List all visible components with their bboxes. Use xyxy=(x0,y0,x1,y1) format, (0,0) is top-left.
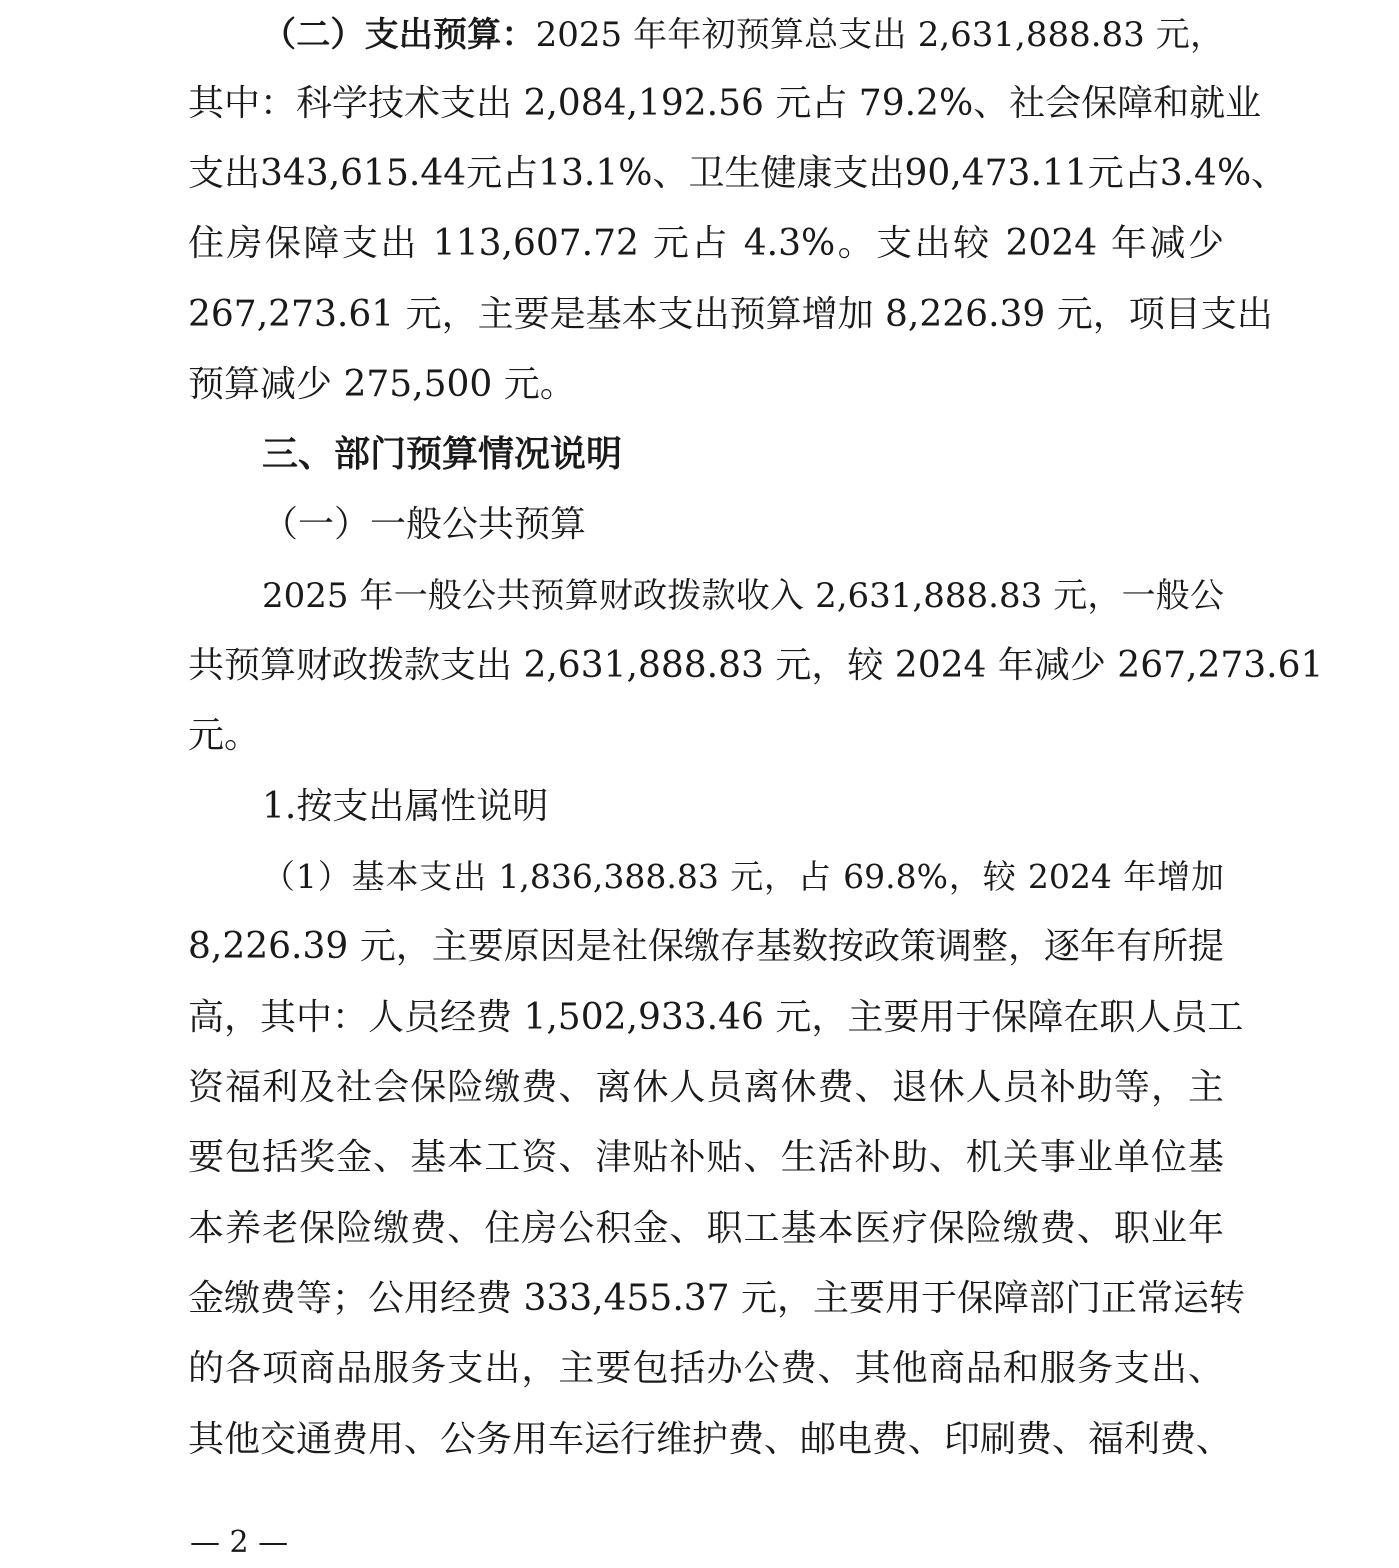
basic-expenditure-line-1: （1）基本支出 1,836,388.83 元，占 69.8%，较 2024 年增加 xyxy=(262,857,1224,896)
basic-expenditure-line-5: 要包括奖金、基本工资、津贴补贴、生活补助、机关事业单位基 xyxy=(188,1137,1224,1178)
basic-expenditure-line-6: 本养老保险缴费、住房公积金、职工基本医疗保险缴费、职业年 xyxy=(188,1208,1224,1249)
general-budget-line-2: 共预算财政拨款支出 2,631,888.83 元，较 2024 年减少 267,273.61 xyxy=(188,645,1324,686)
basic-expenditure-line-9: 其他交通费用、公务用车运行维护费、邮电费、印刷费、福利费、 xyxy=(188,1419,1233,1460)
basic-expenditure-line-8: 的各项商品服务支出，主要包括办公费、其他商品和服务支出、 xyxy=(188,1348,1224,1389)
expenditure-budget-line-3: 支出343,615.44元占13.1%、卫生健康支出90,473.11元占3.4%、 xyxy=(188,153,1288,194)
page-number: — 2 — xyxy=(190,1525,289,1560)
expenditure-budget-line-4: 住房保障支出 113,607.72 元占 4.3%。支出较 2024 年减少 xyxy=(188,223,1224,264)
basic-expenditure-line-3: 高，其中：人员经费 1,502,933.46 元，主要用于保障在职人员工 xyxy=(188,997,1244,1038)
expenditure-budget-line-2: 其中：科学技术支出 2,084,192.56 元占 79.2%、社会保障和就业 xyxy=(188,83,1262,124)
expenditure-budget-line-5: 267,273.61 元，主要是基本支出预算增加 8,226.39 元，项目支出 xyxy=(188,294,1273,335)
basic-expenditure-line-2: 8,226.39 元，主要原因是社保缴存基数按政策调整，逐年有所提 xyxy=(188,926,1224,967)
general-budget-heading: （一）一般公共预算 xyxy=(262,504,587,545)
expenditure-budget-line-1 xyxy=(262,10,1224,60)
basic-expenditure-line-4: 资福利及社会保险缴费、离休人员离休费、退休人员补助等，主 xyxy=(188,1067,1224,1108)
expenditure-budget-line-6: 预算减少 275,500 元。 xyxy=(188,364,576,405)
basic-expenditure-line-7: 金缴费等；公用经费 333,455.37 元，主要用于保障部门正常运转 xyxy=(188,1278,1246,1319)
by-attribute-heading: 1.按支出属性说明 xyxy=(262,786,549,827)
general-budget-line-3: 元。 xyxy=(188,715,261,756)
general-budget-line-1: 2025 年一般公共预算财政拨款收入 2,631,888.83 元，一般公 xyxy=(262,576,1224,616)
section3-heading: 三、部门预算情况说明 xyxy=(262,434,623,475)
expenditure-budget-line-1-text: 2025 年年初预算总支出 2,631,888.83 元， xyxy=(535,15,1224,55)
expenditure-budget-heading: （二）支出预算： xyxy=(262,15,536,55)
